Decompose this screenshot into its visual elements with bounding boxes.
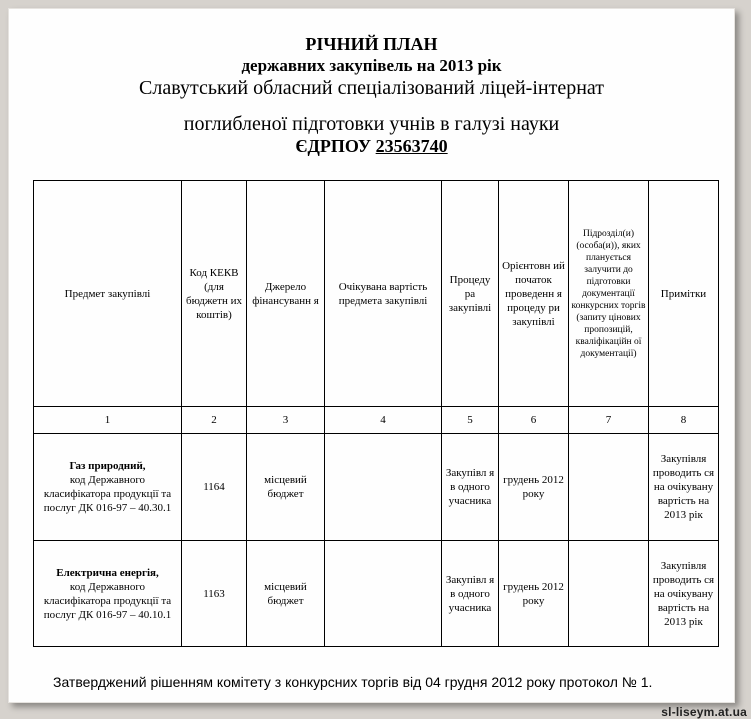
- column-header: Процеду ра закупівлі: [442, 181, 499, 407]
- column-header: Підрозділ(и) (особа(и)), яких планується залучити до підготовки документації конкурсних торгів (запиту цінових пропозицій, кваліфікаційн ої документації): [569, 181, 649, 407]
- edrpou-label: ЄДРПОУ: [295, 136, 376, 156]
- document-subtitle: державних закупівель на 2013 рік: [241, 56, 502, 75]
- column-header: Очікувана вартість предмета закупівлі: [325, 181, 442, 407]
- source-cell: місцевий бюджет: [247, 434, 325, 541]
- kekv-cell: 1164: [182, 434, 247, 541]
- table-header-row: [34, 181, 719, 407]
- item-description: код Державного класифікатора продукції та послуг ДК 016-97 – 40.10.1: [43, 580, 172, 621]
- table-row: [34, 541, 719, 647]
- cost-cell: [325, 434, 442, 541]
- column-number: 7: [569, 407, 649, 434]
- column-header: Код КЕКВ (для бюджетн их коштів): [182, 181, 247, 407]
- notes-cell: Закупівля проводить ся на очікувану вартість на 2013 рік: [649, 434, 719, 541]
- procedure-cell: Закупівл я в одного учасника: [442, 541, 499, 647]
- column-number: 4: [325, 407, 442, 434]
- column-number-row: [34, 407, 719, 434]
- kekv-cell: 1163: [182, 541, 247, 647]
- department-cell: [569, 434, 649, 541]
- start-cell: грудень 2012 року: [499, 541, 569, 647]
- table-row: [34, 434, 719, 541]
- approval-note: Затверджений рішенням комітету з конкурсних торгів від 04 грудня 2012 року протокол № 1.: [53, 674, 653, 690]
- cost-cell: [325, 541, 442, 647]
- procedure-cell: Закупівл я в одного учасника: [442, 434, 499, 541]
- item-description: код Державного класифікатора продукції та послуг ДК 016-97 – 40.30.1: [43, 474, 172, 514]
- column-number: 5: [442, 407, 499, 434]
- institution-name-continued: поглибленої підготовки учнів в галузі науки: [183, 113, 560, 135]
- column-header: Предмет закупівлі: [34, 181, 182, 407]
- column-number: 1: [34, 407, 182, 434]
- column-number: 8: [649, 407, 719, 434]
- column-number: 2: [182, 407, 247, 434]
- edrpou-value: 23563740: [375, 136, 448, 156]
- department-cell: [569, 541, 649, 647]
- item-title: Газ природний,: [69, 460, 146, 472]
- column-header: Орієнтовн ий початок проведенн я процеду ри закупівлі: [499, 181, 569, 407]
- document-title: РІЧНИЙ ПЛАН: [305, 34, 438, 54]
- edrpou-code: [8, 136, 735, 156]
- column-number: 3: [247, 407, 325, 434]
- institution-name: Славутський обласний спеціалізований ліцей-інтернат: [139, 77, 604, 99]
- start-cell: грудень 2012 року: [499, 434, 569, 541]
- item-title: Електрична енергія,: [56, 566, 159, 579]
- column-header: Примітки: [649, 181, 719, 407]
- procurement-table: [33, 180, 719, 647]
- source-cell: місцевий бюджет: [247, 541, 325, 647]
- document-page: [8, 8, 735, 703]
- column-header: Джерело фінансуванн я: [247, 181, 325, 407]
- column-number: 6: [499, 407, 569, 434]
- document-header: [8, 34, 735, 156]
- item-cell: [34, 541, 182, 647]
- notes-cell: Закупівля проводить ся на очікувану вартість на 2013 рік: [649, 541, 719, 647]
- site-watermark: sl-liseym.at.ua: [661, 705, 747, 719]
- item-cell: [34, 434, 182, 541]
